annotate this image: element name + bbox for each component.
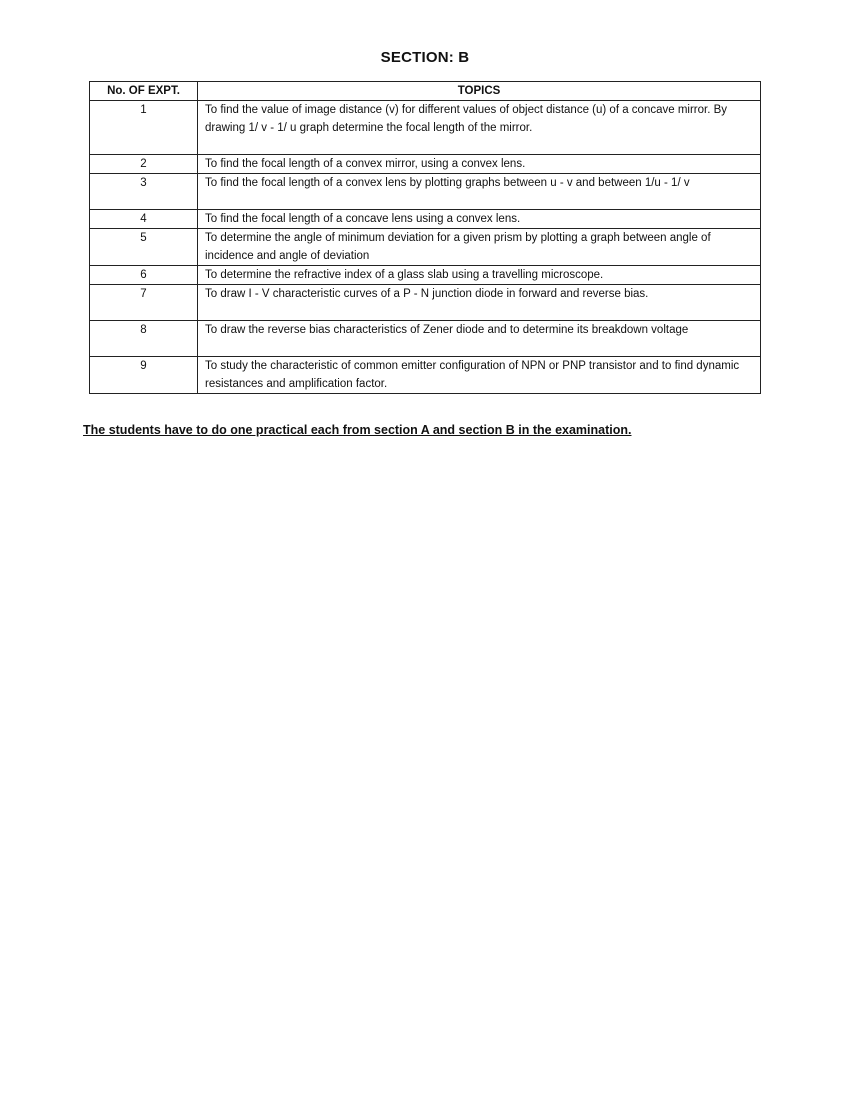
exam-note: The students have to do one practical each from section A and section B in the examination. [83, 423, 632, 437]
experiment-number: 4 [90, 210, 198, 229]
experiment-number: 5 [90, 229, 198, 266]
experiment-topic: To determine the angle of minimum deviation for a given prism by plotting a graph between angle of incidence and angle of deviation [198, 229, 761, 266]
table-row [90, 357, 761, 394]
experiment-number: 1 [90, 101, 198, 155]
experiment-number: 6 [90, 266, 198, 285]
table-row [90, 285, 761, 321]
section-title: SECTION: B [380, 49, 470, 66]
experiments-table [89, 81, 761, 394]
experiment-topic: To find the focal length of a convex mirror, using a convex lens. [198, 155, 761, 174]
experiment-number: 3 [90, 174, 198, 210]
experiment-topic: To draw the reverse bias characteristics of Zener diode and to determine its breakdown voltage [198, 321, 761, 357]
experiment-number: 9 [90, 357, 198, 394]
table-header-row [90, 82, 761, 101]
table-row [90, 229, 761, 266]
table-row [90, 266, 761, 285]
header-topics: TOPICS [198, 82, 761, 101]
table-row [90, 155, 761, 174]
table-row [90, 321, 761, 357]
experiment-number: 7 [90, 285, 198, 321]
table-row [90, 210, 761, 229]
experiment-topic: To study the characteristic of common emitter configuration of NPN or PNP transistor and to find dynamic resistances and amplification factor. [198, 357, 761, 394]
experiment-topic: To find the focal length of a convex lens by plotting graphs between u - v and between 1/u - 1/ v [198, 174, 761, 210]
table-row [90, 101, 761, 155]
experiment-topic: To find the value of image distance (v) for different values of object distance (u) of a concave mirror. By drawing 1/ v - 1/ u graph determine the focal length of the mirror. [198, 101, 761, 155]
experiment-topic: To determine the refractive index of a glass slab using a travelling microscope. [198, 266, 761, 285]
experiment-number: 8 [90, 321, 198, 357]
experiment-topic: To draw I - V characteristic curves of a P - N junction diode in forward and reverse bias. [198, 285, 761, 321]
experiment-topic: To find the focal length of a concave lens using a convex lens. [198, 210, 761, 229]
header-number: No. OF EXPT. [90, 82, 198, 101]
experiment-number: 2 [90, 155, 198, 174]
table-row [90, 174, 761, 210]
